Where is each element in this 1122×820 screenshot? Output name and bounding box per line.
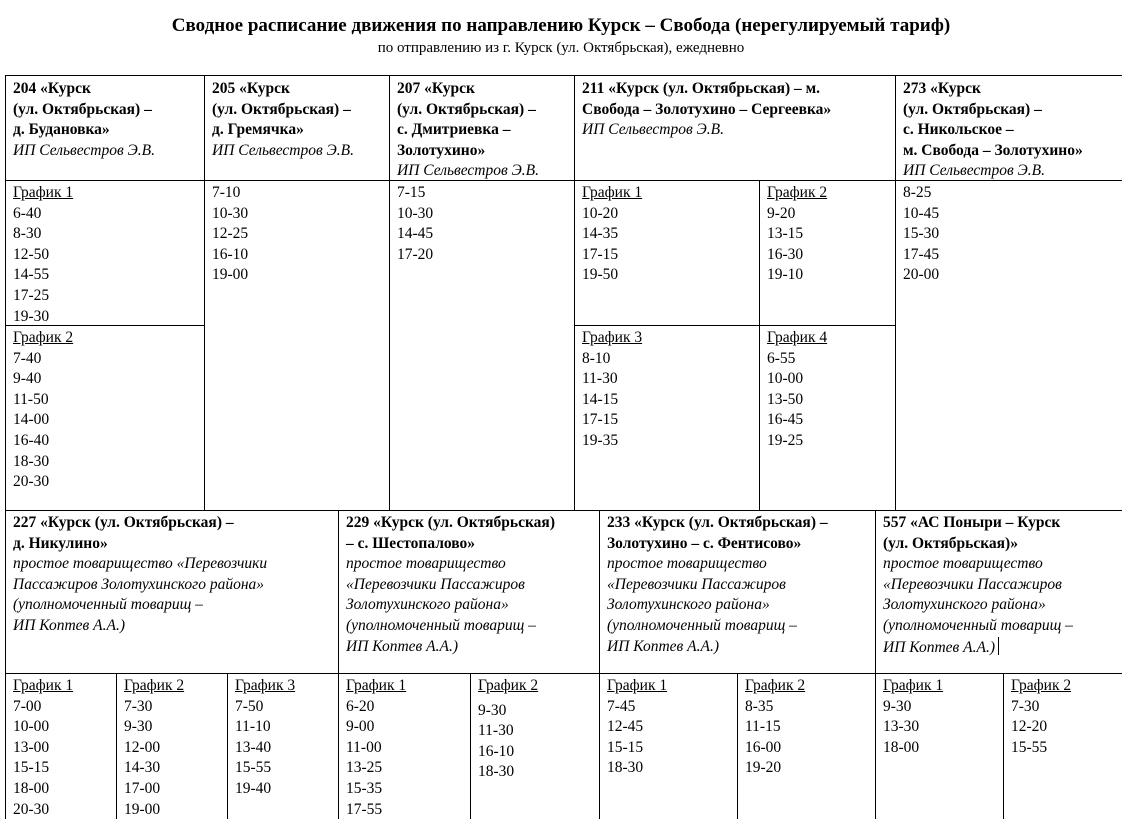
schedule-label: График 1	[582, 184, 643, 201]
schedule-label: График 2	[745, 677, 806, 694]
schedule-label: График 2	[478, 677, 539, 694]
departure-time: 17-00	[124, 779, 161, 797]
route-229-header	[346, 513, 598, 657]
route-operator-line: «Перевозчики Пассажиров	[883, 575, 1062, 593]
schedule-group	[212, 183, 248, 286]
route-operator: ИП Сельвестров Э.В.	[582, 121, 724, 139]
departure-time: 11-10	[235, 718, 271, 736]
route-operator-line: ИП Коптев А.А.)	[13, 616, 125, 634]
route-name-line: 557 «АС Поныри – Курск	[883, 514, 1061, 531]
departure-time: 19-40	[235, 779, 272, 797]
schedule-group	[767, 183, 827, 286]
schedule-group	[582, 183, 642, 286]
departure-time: 9-30	[478, 701, 507, 719]
route-operator-line: простое товарищество	[346, 555, 506, 573]
route-operator-line: Пассажиров Золотухинского района»	[13, 575, 265, 593]
departure-time: 8-35	[745, 697, 774, 715]
departure-time: 13-50	[767, 390, 804, 408]
departure-time: 9-40	[13, 370, 42, 388]
route-name-line: д. Будановка»	[13, 121, 110, 139]
departure-time: 12-45	[607, 718, 644, 736]
departure-time: 10-30	[397, 204, 434, 222]
schedule-label: График 3	[235, 677, 296, 694]
schedule-group	[13, 328, 73, 493]
departure-time: 16-30	[767, 245, 804, 263]
departure-time: 6-40	[13, 204, 42, 222]
departure-time: 14-00	[13, 411, 50, 429]
route-operator-line: Золотухинского района»	[883, 596, 1046, 614]
schedule-group	[346, 676, 406, 820]
departure-time: 10-00	[767, 370, 804, 388]
schedule-label: График 1	[13, 677, 74, 694]
schedule-group	[582, 328, 642, 452]
route-207-header	[397, 79, 572, 182]
departure-time: 8-30	[13, 225, 42, 243]
departure-time: 12-20	[1011, 718, 1048, 736]
route-name-line: 207 «Курск	[397, 80, 475, 97]
departure-time: 19-35	[582, 431, 619, 449]
schedule-group	[478, 676, 538, 783]
schedule-group	[767, 328, 827, 452]
departure-time: 19-30	[13, 307, 50, 325]
route-name-line: (ул. Октябрьская) –	[212, 100, 351, 118]
schedule-label: График 1	[346, 677, 407, 694]
schedule-group	[883, 676, 943, 758]
departure-time: 15-15	[607, 738, 644, 756]
schedule-group	[13, 676, 73, 820]
departure-time: 16-10	[478, 742, 515, 760]
departure-time: 15-55	[1011, 738, 1048, 756]
departure-time: 10-20	[582, 204, 619, 222]
route-name-line: 233 «Курск (ул. Октябрьская) –	[607, 514, 828, 531]
route-operator-line: (уполномоченный товарищ –	[13, 596, 203, 614]
departure-time: 11-30	[478, 722, 514, 740]
departure-time: 7-10	[212, 184, 241, 201]
departure-time: 18-30	[13, 452, 50, 470]
route-operator-line: ИП Коптев А.А.)	[346, 637, 458, 655]
departure-time: 14-55	[13, 266, 50, 284]
departure-time: 11-30	[582, 370, 618, 388]
text-cursor	[998, 637, 999, 655]
schedule-label: График 1	[13, 184, 74, 201]
departure-time: 16-40	[13, 431, 50, 449]
departure-time: 13-00	[13, 738, 50, 756]
route-name-line: м. Свобода – Золотухино»	[903, 141, 1083, 159]
route-operator-line: ИП Коптев А.А.)	[883, 638, 995, 656]
departure-time: 14-35	[582, 225, 619, 243]
departure-time: 19-10	[767, 266, 804, 284]
schedule-group	[13, 183, 73, 327]
schedule-label: График 4	[767, 329, 828, 346]
route-operator-line: «Перевозчики Пассажиров	[607, 575, 786, 593]
schedule-group	[397, 183, 433, 265]
departure-time: 19-50	[582, 266, 619, 284]
route-name-line: (ул. Октябрьская)»	[883, 534, 1018, 552]
document-title: Сводное расписание движения по направлению Курск – Свобода (нерегулируемый тариф)	[171, 15, 951, 36]
route-operator-line: Золотухинского района»	[607, 596, 770, 614]
departure-time: 19-00	[124, 800, 161, 818]
departure-time: 17-25	[13, 286, 50, 304]
departure-time: 19-00	[212, 266, 249, 284]
departure-time: 19-20	[745, 759, 782, 777]
route-operator: ИП Сельвестров Э.В.	[397, 162, 539, 180]
departure-time: 8-10	[582, 349, 611, 367]
route-name-line: д. Гремячка»	[212, 121, 304, 139]
schedule-group	[745, 676, 805, 779]
route-name-line: 227 «Курск (ул. Октябрьская) –	[13, 514, 234, 531]
route-operator-line: (уполномоченный товарищ –	[346, 616, 536, 634]
departure-time: 14-15	[582, 390, 619, 408]
route-operator-line: Золотухинского района»	[346, 596, 509, 614]
departure-time: 13-15	[767, 225, 804, 243]
schedule-group	[903, 183, 939, 286]
route-operator: ИП Сельвестров Э.В.	[903, 162, 1045, 180]
departure-time: 7-45	[607, 697, 636, 715]
route-name-line: 229 «Курск (ул. Октябрьская)	[346, 514, 555, 531]
departure-time: 20-00	[903, 266, 940, 284]
departure-time: 18-30	[607, 759, 644, 777]
departure-time: 15-30	[903, 225, 940, 243]
departure-time: 9-20	[767, 204, 796, 222]
departure-time: 14-45	[397, 225, 434, 243]
departure-time: 20-30	[13, 473, 50, 491]
departure-time: 11-15	[745, 718, 781, 736]
route-operator-last-line	[883, 637, 1121, 659]
route-operator-line: простое товарищество «Перевозчики	[13, 555, 268, 573]
departure-time: 16-00	[745, 738, 782, 756]
departure-time: 17-45	[903, 245, 940, 263]
route-204-header	[13, 79, 201, 161]
route-name-line: Свобода – Золотухино – Сергеевка»	[582, 100, 832, 118]
route-name-line: с. Дмитриевка –	[397, 121, 511, 139]
route-name-line: д. Никулино»	[13, 534, 108, 552]
departure-time: 7-15	[397, 184, 426, 201]
departure-time: 18-00	[13, 779, 50, 797]
departure-time: 10-30	[212, 204, 249, 222]
departure-time: 17-20	[397, 245, 434, 263]
departure-time: 16-10	[212, 245, 249, 263]
route-name-line: (ул. Октябрьская) –	[13, 100, 152, 118]
route-name-line: (ул. Октябрьская) –	[903, 100, 1042, 118]
departure-time: 11-00	[346, 738, 382, 756]
route-operator-line: ИП Коптев А.А.)	[607, 637, 719, 655]
departure-time: 7-40	[13, 349, 42, 367]
schedule-label: График 2	[13, 329, 74, 346]
route-name-line: 205 «Курск	[212, 80, 290, 97]
departure-time: 16-45	[767, 411, 804, 429]
route-name-line: с. Никольское –	[903, 121, 1014, 139]
departure-time: 10-45	[903, 204, 940, 222]
schedule-label: График 1	[607, 677, 668, 694]
route-operator: ИП Сельвестров Э.В.	[13, 141, 155, 159]
route-211-header	[582, 79, 894, 141]
route-name-line: Золотухино»	[397, 141, 486, 159]
departure-time: 18-30	[478, 763, 515, 781]
route-operator-line: простое товарищество	[883, 555, 1043, 573]
departure-time: 7-30	[124, 697, 153, 715]
document-subtitle: по отправлению из г. Курск (ул. Октябрьская), ежедневно	[377, 40, 745, 56]
departure-time: 15-35	[346, 779, 383, 797]
departure-time: 8-25	[903, 184, 932, 201]
route-name-line: 204 «Курск	[13, 80, 91, 97]
schedule-label: График 2	[1011, 677, 1072, 694]
schedule-group	[235, 676, 295, 800]
departure-time: 12-00	[124, 738, 161, 756]
route-operator-line: «Перевозчики Пассажиров	[346, 575, 525, 593]
departure-time: 14-30	[124, 759, 161, 777]
schedule-group	[607, 676, 667, 779]
route-557-header	[883, 513, 1121, 658]
route-205-header	[212, 79, 387, 161]
schedule-label: График 2	[767, 184, 828, 201]
departure-time: 13-40	[235, 738, 272, 756]
departure-time: 19-25	[767, 431, 804, 449]
departure-time: 17-15	[582, 245, 619, 263]
departure-time: 17-55	[346, 800, 383, 818]
departure-time: 12-50	[13, 245, 50, 263]
route-operator: ИП Сельвестров Э.В.	[212, 141, 354, 159]
departure-time: 7-50	[235, 697, 264, 715]
route-operator-line: (уполномоченный товарищ –	[607, 616, 797, 634]
schedule-label: График 2	[124, 677, 185, 694]
departure-time: 9-30	[883, 697, 912, 715]
departure-time: 6-55	[767, 349, 796, 367]
departure-time: 9-00	[346, 718, 375, 736]
departure-time: 20-30	[13, 800, 50, 818]
departure-time: 12-25	[212, 225, 249, 243]
schedule-group	[124, 676, 184, 820]
departure-time: 6-20	[346, 697, 375, 715]
departure-time: 9-30	[124, 718, 153, 736]
route-273-header	[903, 79, 1121, 182]
route-name-line: – с. Шестопалово»	[346, 534, 476, 552]
route-name-line: 211 «Курск (ул. Октябрьская) – м.	[582, 80, 821, 97]
departure-time: 7-00	[13, 697, 42, 715]
departure-time: 15-55	[235, 759, 272, 777]
route-233-header	[607, 513, 874, 657]
departure-time: 13-30	[883, 718, 920, 736]
departure-time: 18-00	[883, 738, 920, 756]
departure-time: 15-15	[13, 759, 50, 777]
route-name-line: (ул. Октябрьская) –	[397, 100, 536, 118]
departure-time: 10-00	[13, 718, 50, 736]
schedule-label: График 3	[582, 329, 643, 346]
departure-time: 7-30	[1011, 697, 1040, 715]
schedule-label: График 1	[883, 677, 944, 694]
route-227-header	[13, 513, 335, 637]
schedule-group	[1011, 676, 1071, 758]
departure-time: 17-15	[582, 411, 619, 429]
route-name-line: 273 «Курск	[903, 80, 981, 97]
route-name-line: Золотухино – с. Фентисово»	[607, 534, 802, 552]
departure-time: 13-25	[346, 759, 383, 777]
departure-time: 11-50	[13, 390, 49, 408]
route-operator-line: простое товарищество	[607, 555, 767, 573]
route-operator-line: (уполномоченный товарищ –	[883, 616, 1073, 634]
